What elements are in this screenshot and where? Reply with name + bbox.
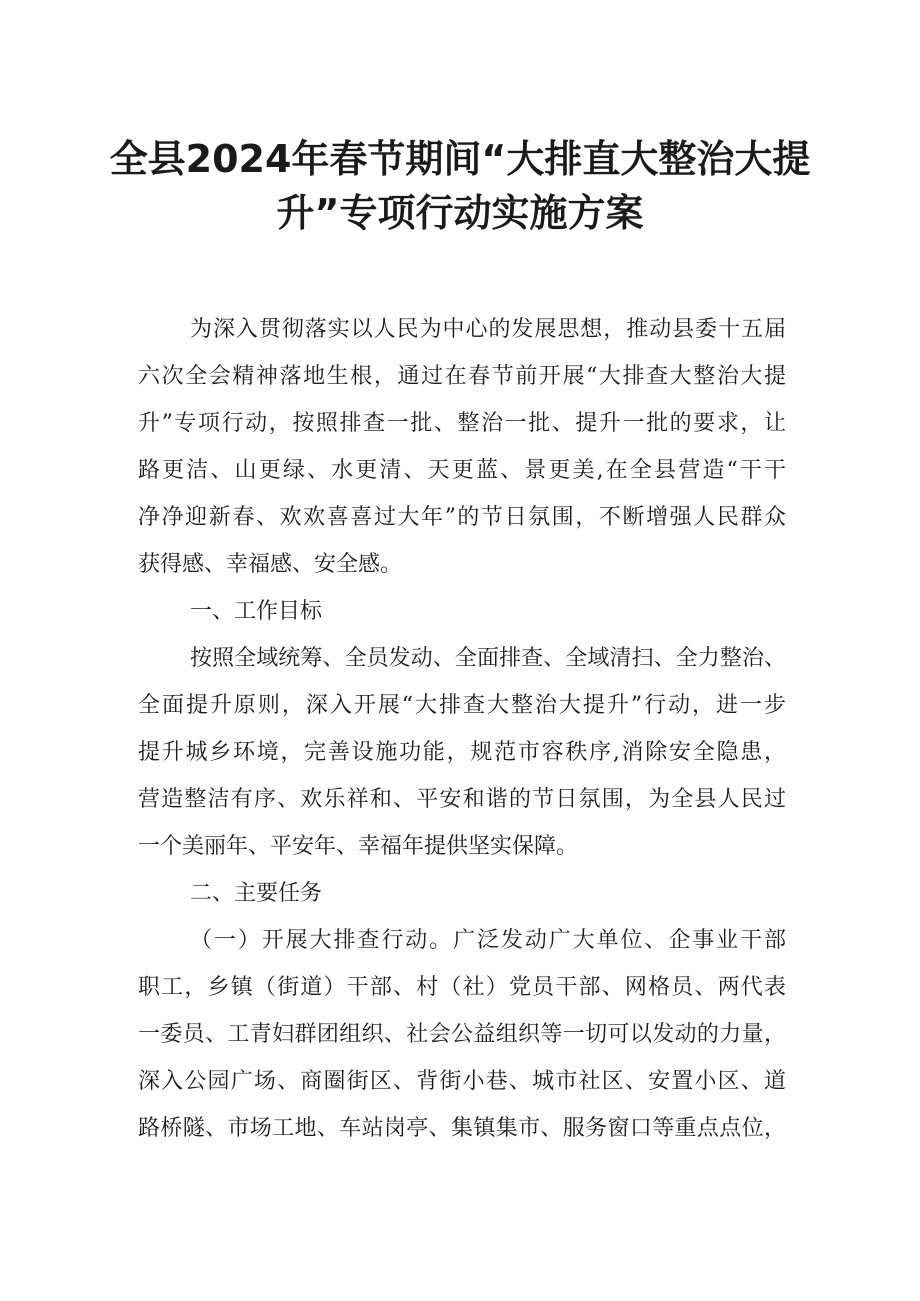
body-paragraph-line: 按照全域统筹、全员发动、全面排查、全域清扫、全力整治、	[190, 646, 786, 671]
body-paragraph-line: 升”专项行动，按照排查一批、整治一批、提升一批的要求，让	[138, 411, 786, 436]
body-paragraph-line: 一个美丽年、平安年、幸福年提供坚实保障。	[138, 834, 579, 859]
body-paragraph-line: 获得感、幸福感、安全感。	[138, 552, 403, 577]
body-paragraph-line: 一委员、工青妇群团组织、社会公益组织等一切可以发动的力量，	[138, 1022, 786, 1047]
body-paragraph-line: 路桥隧、市场工地、车站岗亭、集镇集市、服务窗口等重点点位，	[138, 1116, 786, 1141]
body-paragraph-line: 六次全会精神落地生根，通过在春节前开展“大排查大整治大提	[138, 364, 786, 389]
document-title-line-2: 升”专项行动实施方案	[276, 191, 644, 235]
section-heading: 二、主要任务	[190, 881, 323, 906]
body-paragraph-line: 深入公园广场、商圈街区、背街小巷、城市社区、安置小区、道	[138, 1069, 786, 1094]
body-paragraph-line: （一）开展大排查行动。广泛发动广大单位、企事业干部	[190, 928, 786, 953]
body-paragraph-line: 路更洁、山更绿、水更清、天更蓝、景更美,在全县营造“干干	[138, 458, 786, 483]
body-paragraph-line: 净净迎新春、欢欢喜喜过大年”的节日氛围，不断增强人民群众	[138, 505, 786, 530]
body-paragraph-line: 为深入贯彻落实以人民为中心的发展思想，推动县委十五届	[190, 317, 786, 342]
body-paragraph-line: 营造整洁有序、欢乐祥和、平安和谐的节日氛围，为全县人民过	[138, 787, 786, 812]
section-heading: 一、工作目标	[190, 599, 323, 624]
document-title-line-1: 全县2024年春节期间“大排直大整治大提	[109, 137, 811, 181]
body-paragraph-line: 提升城乡环境，完善设施功能，规范市容秩序,消除安全隐患，	[138, 740, 786, 765]
body-paragraph-line: 职工，乡镇（街道）干部、村（社）党员干部、网格员、两代表	[138, 975, 786, 1000]
body-paragraph-line: 全面提升原则，深入开展“大排查大整治大提升”行动，进一步	[138, 693, 786, 718]
